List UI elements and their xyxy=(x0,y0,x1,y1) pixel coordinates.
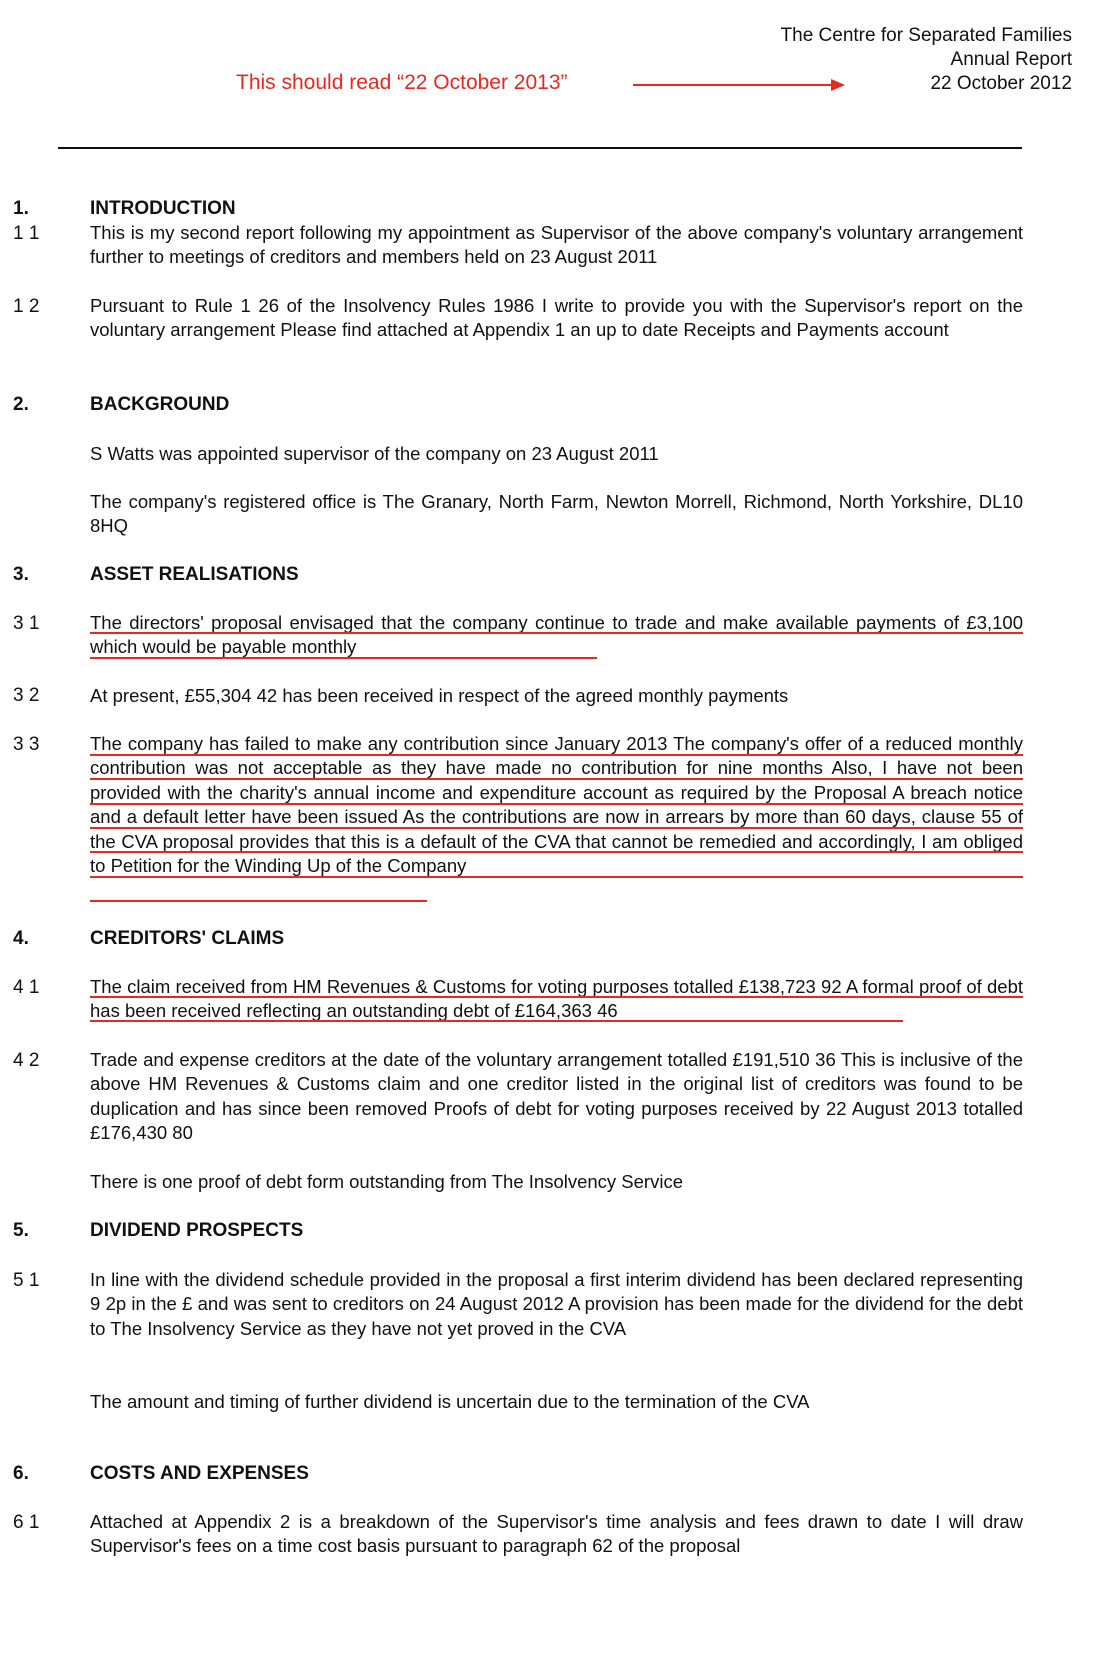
para-5-1-number: 5 1 xyxy=(13,1270,40,1291)
report-date: 22 October 2012 xyxy=(930,73,1072,94)
para-3-3: The company has failed to make any contribution since January 2013 The company's offer of a reduced monthly contribution was not acceptable as they have made no contribution for nine months Also, I have not been provided with the charity's annual income and expenditure account as required by the Proposal A breach notice and a default letter have been issued As the contributions are now in arrears by more than 60 days, clause 55 of the CVA proposal provides that this is a default of the CVA that cannot be remedied and accordingly, I am obliged to Petition for the Winding Up of the Company xyxy=(90,733,1023,877)
para-6-1-number: 6 1 xyxy=(13,1512,40,1533)
para-3-2: At present, £55,304 42 has been received in respect of the agreed monthly payments xyxy=(90,685,789,706)
highlight-underline xyxy=(90,1020,903,1022)
para-3-1: The directors' proposal envisaged that the company continue to trade and make available payments of £3,100 which would be payable monthly xyxy=(90,612,1023,658)
highlight-underline xyxy=(90,657,597,659)
para-1-1: This is my second report following my appointment as Supervisor of the above company's voluntary arrangement further to meetings of creditors and members held on 23 August 2011 xyxy=(90,222,1023,268)
section-4-title: CREDITORS' CLAIMS xyxy=(90,928,285,949)
annotation-arrow-icon xyxy=(633,76,847,94)
para-4-1-number: 4 1 xyxy=(13,977,40,998)
para-3-2-number: 3 2 xyxy=(13,685,40,706)
highlight-underline xyxy=(90,778,1023,780)
highlight-underline xyxy=(90,754,1023,756)
para-4-2-number: 4 2 xyxy=(13,1050,40,1071)
highlight-underline xyxy=(90,996,1023,998)
section-2-number: 2. xyxy=(13,394,29,415)
section-3-number: 3. xyxy=(13,564,29,585)
para-6-1: Attached at Appendix 2 is a breakdown of the Supervisor's time analysis and fees drawn to date I will draw Supervisor's fees on a time cost basis pursuant to paragraph 62 of the proposal xyxy=(90,1511,1023,1557)
para-2-2: The company's registered office is The Granary, North Farm, Newton Morrell, Richmond, North Yorkshire, DL10 8HQ xyxy=(90,491,1023,537)
org-name: The Centre for Separated Families xyxy=(780,25,1072,46)
para-5-1: In line with the dividend schedule provided in the proposal a first interim dividend has been declared representing 9 2p in the £ and was sent to creditors on 24 August 2012 A provision has been made for the dividend for the debt to The Insolvency Service as they have not yet proved in the CVA xyxy=(90,1269,1023,1339)
para-3-1-number: 3 1 xyxy=(13,613,40,634)
highlight-underline xyxy=(90,632,1023,634)
section-5-number: 5. xyxy=(13,1220,29,1241)
section-4-number: 4. xyxy=(13,928,29,949)
para-4-1: The claim received from HM Revenues & Customs for voting purposes totalled £138,723 92 A formal proof of debt has been received reflecting an outstanding debt of £164,363 46 xyxy=(90,976,1023,1022)
section-2-title: BACKGROUND xyxy=(90,394,230,415)
para-4-3: There is one proof of debt form outstanding from The Insolvency Service xyxy=(90,1171,683,1192)
para-1-2: Pursuant to Rule 1 26 of the Insolvency Rules 1986 I write to provide you with the Supervisor's report on the voluntary arrangement Please find attached at Appendix 1 an up to date Receipts and Payments account xyxy=(90,295,1023,341)
correction-annotation: This should read “22 October 2013” xyxy=(236,71,568,94)
para-1-1-number: 1 1 xyxy=(13,223,40,244)
section-1-number: 1. xyxy=(13,198,29,219)
section-1-title: INTRODUCTION xyxy=(90,198,236,219)
section-6-title: COSTS AND EXPENSES xyxy=(90,1463,309,1484)
para-1-2-number: 1 2 xyxy=(13,296,40,317)
section-5-title: DIVIDEND PROSPECTS xyxy=(90,1220,304,1241)
section-3-title: ASSET REALISATIONS xyxy=(90,564,299,585)
report-type: Annual Report xyxy=(950,49,1072,70)
header-divider xyxy=(58,147,1022,149)
section-6-number: 6. xyxy=(13,1463,29,1484)
highlight-underline xyxy=(90,900,427,902)
highlight-underline xyxy=(90,876,1023,878)
para-5-2: The amount and timing of further dividend is uncertain due to the termination of the CVA xyxy=(90,1391,810,1412)
para-4-2: Trade and expense creditors at the date of the voluntary arrangement totalled £191,510 36 This is inclusive of the above HM Revenues & Customs claim and one creditor listed in the original list of creditors was found to be duplication and has since been removed Proofs of debt for voting purposes received by 22 August 2013 totalled £176,430 80 xyxy=(90,1049,1023,1144)
highlight-underline xyxy=(90,827,1023,829)
para-3-3-number: 3 3 xyxy=(13,734,40,755)
highlight-underline xyxy=(90,851,1023,853)
highlight-underline xyxy=(90,803,1023,805)
para-2-1: S Watts was appointed supervisor of the company on 23 August 2011 xyxy=(90,443,659,464)
